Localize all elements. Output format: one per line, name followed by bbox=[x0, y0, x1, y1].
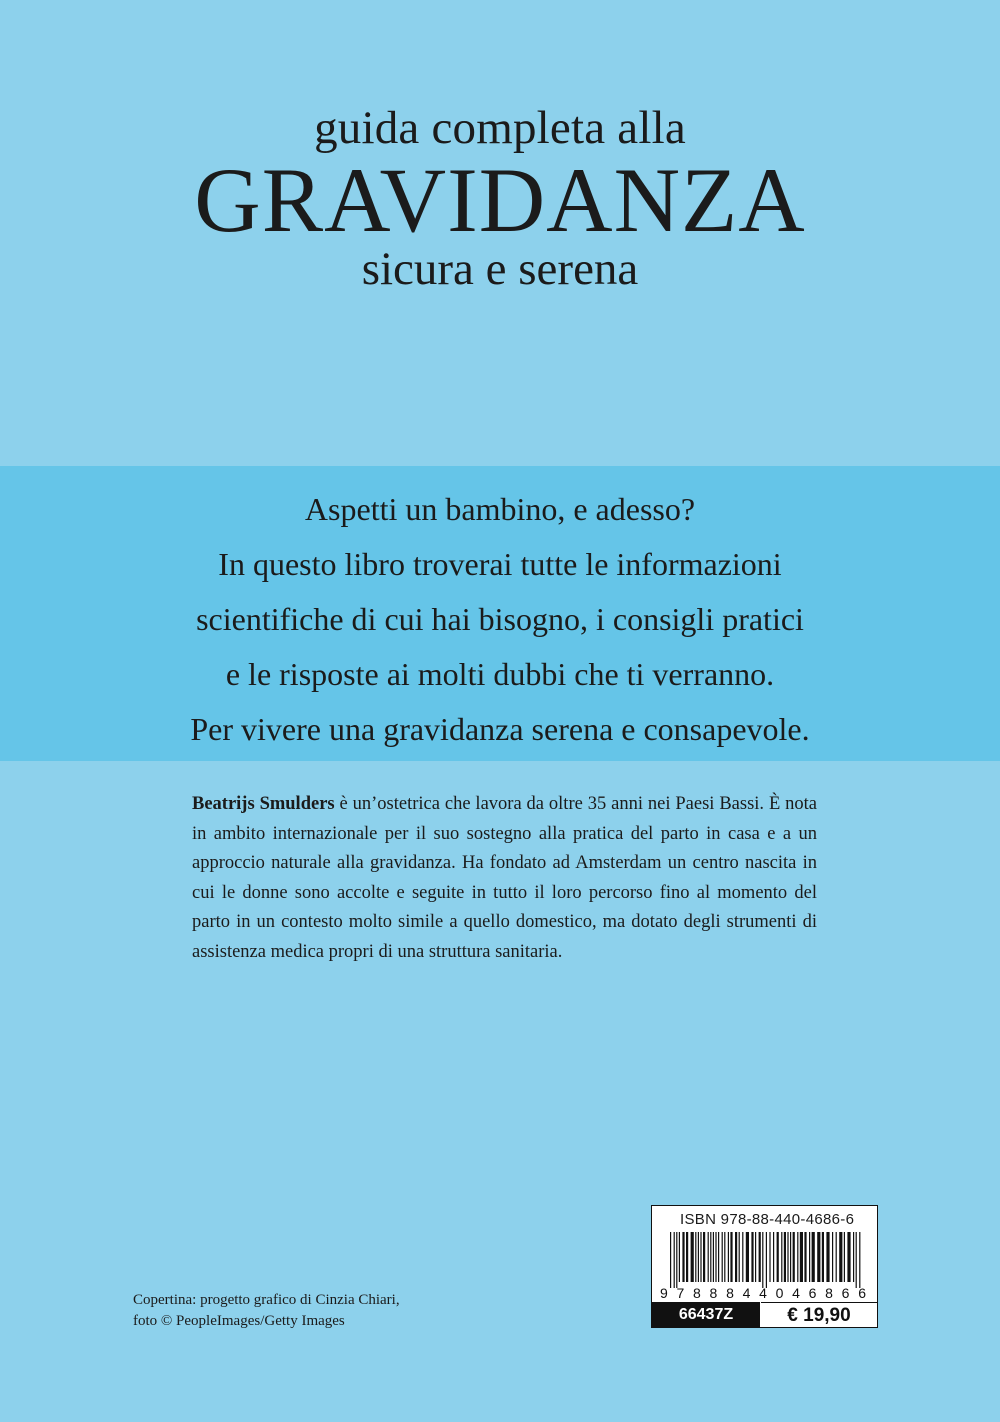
barcode-bar bbox=[784, 1232, 786, 1282]
barcode-bar bbox=[724, 1232, 725, 1282]
barcode-bar bbox=[679, 1232, 680, 1282]
barcode-bar bbox=[844, 1232, 845, 1282]
barcode-bar bbox=[812, 1232, 815, 1282]
barcode-bar bbox=[695, 1232, 696, 1282]
barcode-bar bbox=[826, 1232, 829, 1282]
barcode-bar bbox=[710, 1232, 711, 1282]
barcode-box bbox=[651, 1205, 878, 1328]
barcode-bar bbox=[804, 1232, 806, 1282]
barcode-bar bbox=[766, 1232, 767, 1288]
barcode-bar bbox=[822, 1232, 824, 1282]
author-name: Beatrijs Smulders bbox=[192, 794, 335, 814]
isbn-label: ISBN 978-88-440-4686-6 bbox=[680, 1211, 855, 1228]
title-main: GRAVIDANZA bbox=[194, 149, 806, 251]
barcode-bar bbox=[853, 1232, 854, 1282]
book-title bbox=[0, 98, 1000, 296]
barcode-bar bbox=[746, 1232, 749, 1282]
barcode-bar bbox=[751, 1232, 753, 1282]
barcode-bar bbox=[728, 1232, 729, 1282]
barcode-bar bbox=[787, 1232, 788, 1282]
barcode-bar bbox=[777, 1232, 779, 1282]
barcode-bar bbox=[735, 1232, 737, 1282]
barcode-bar bbox=[769, 1232, 770, 1282]
barcode-bar bbox=[722, 1232, 723, 1282]
barcode-bar bbox=[856, 1232, 857, 1288]
barcode-bar bbox=[793, 1232, 795, 1282]
barcode-bar bbox=[832, 1232, 833, 1282]
barcode-bar bbox=[797, 1232, 798, 1282]
barcode-bar bbox=[686, 1232, 688, 1282]
barcode-bar bbox=[676, 1232, 677, 1288]
barcode-bar bbox=[703, 1232, 705, 1282]
blurb-line: scientifiche di cui hai bisogno, i consigli pratici bbox=[196, 601, 804, 637]
barcode-bar bbox=[781, 1232, 782, 1282]
barcode-bar bbox=[762, 1232, 763, 1288]
barcode-bar bbox=[817, 1232, 820, 1282]
barcode-bar bbox=[773, 1232, 774, 1282]
barcode-bar bbox=[859, 1232, 860, 1288]
barcode-bar bbox=[700, 1232, 701, 1282]
barcode-bar bbox=[759, 1232, 761, 1282]
barcode-bar bbox=[836, 1232, 837, 1282]
blurb-text bbox=[0, 484, 1000, 759]
product-code: 66437Z bbox=[652, 1302, 760, 1327]
barcode-bar bbox=[790, 1232, 791, 1282]
barcode-bar bbox=[670, 1232, 671, 1288]
barcode-bar bbox=[718, 1232, 719, 1282]
barcode-bar bbox=[809, 1232, 810, 1282]
barcode-bar bbox=[800, 1232, 803, 1282]
barcode-bar bbox=[682, 1232, 684, 1282]
credit-design: Copertina: progetto grafico di Cinzia Chiari, bbox=[133, 1292, 400, 1308]
barcode-bar bbox=[742, 1232, 743, 1282]
cover-credits bbox=[133, 1290, 400, 1332]
blurb-line: Per vivere una gravidanza serena e consapevole. bbox=[190, 711, 810, 747]
barcode-bar bbox=[691, 1232, 694, 1282]
author-bio bbox=[192, 790, 817, 967]
barcode-bar bbox=[708, 1232, 709, 1282]
blurb-line: Aspetti un bambino, e adesso? bbox=[304, 491, 696, 527]
barcode-bar bbox=[730, 1232, 732, 1282]
barcode-bar bbox=[698, 1232, 699, 1282]
barcode-bar bbox=[755, 1232, 756, 1282]
barcode-bar bbox=[715, 1232, 716, 1282]
barcode-bar bbox=[674, 1232, 675, 1288]
price-label: € 19,90 bbox=[761, 1302, 877, 1327]
author-bio-text: è un’ostetrica che lavora da oltre 35 anni nei Paesi Bassi. È nota in ambito internazionale per il suo sostegno alla pratica del parto in casa e a un approccio naturale alla gravidanza. Ha fondato ad Amsterdam un centro nascita in cui le donne sono accolte e seguite in tutto il loro percorso fino al momento del parto in un contesto molto simile a quello domestico, ma dotato degli strumenti di assistenza medica propri di una struttura sanitaria. bbox=[192, 794, 817, 962]
barcode-digits: 9788844046866 bbox=[660, 1285, 866, 1301]
barcode-image bbox=[656, 1232, 872, 1302]
barcode-bar bbox=[847, 1232, 850, 1282]
barcode-bar bbox=[739, 1232, 740, 1282]
blurb-line: e le risposte ai molti dubbi che ti verranno. bbox=[225, 656, 775, 692]
barcode-bar bbox=[713, 1232, 714, 1282]
title-suffix: sicura e serena bbox=[361, 243, 639, 295]
blurb-line: In questo libro troverai tutte le informazioni bbox=[218, 546, 782, 582]
title-prefix: guida completa alla bbox=[314, 102, 686, 154]
credit-photo: foto © PeopleImages/Getty Images bbox=[133, 1313, 345, 1329]
barcode-bar bbox=[839, 1232, 842, 1282]
